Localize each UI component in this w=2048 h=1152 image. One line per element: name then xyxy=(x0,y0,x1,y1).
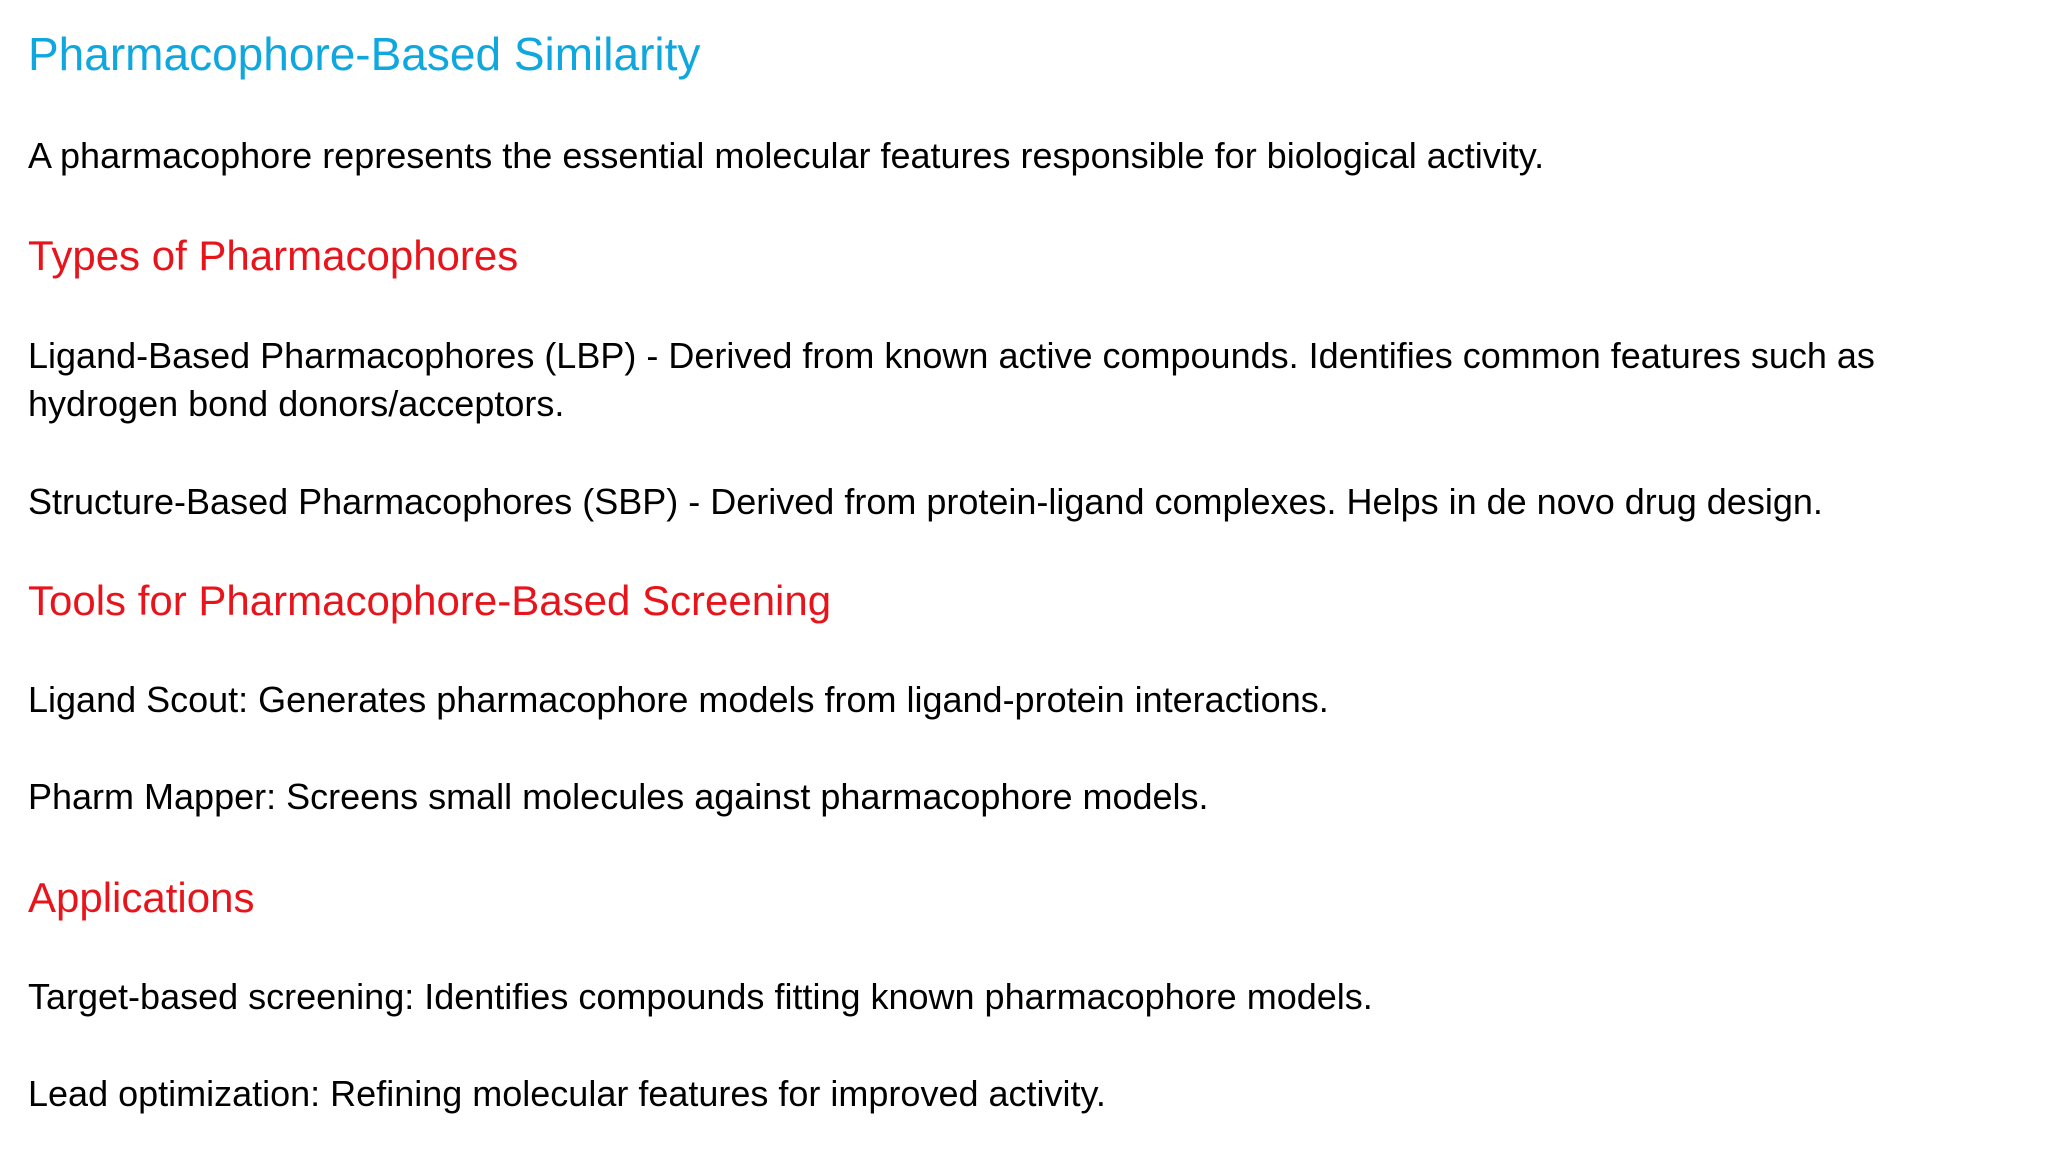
page-title: Pharmacophore-Based Similarity xyxy=(28,28,701,80)
paragraph-lbp: Ligand-Based Pharmacophores (LBP) - Derived from known active compounds. Identifies common features such as hydrogen bond donors/acceptors. xyxy=(28,335,1875,424)
intro-text: A pharmacophore represents the essential molecular features responsible for biological activity. xyxy=(28,135,1545,176)
paragraph-sbp: Structure-Based Pharmacophores (SBP) - Derived from protein-ligand complexes. Helps in de novo drug design. xyxy=(28,481,1823,522)
section-heading-types: Types of Pharmacophores xyxy=(28,232,519,279)
section-heading-tools: Tools for Pharmacophore-Based Screening xyxy=(28,577,832,624)
paragraph-target-screening: Target-based screening: Identifies compounds fitting known pharmacophore models. xyxy=(28,976,1373,1017)
paragraph-lead-optimization: Lead optimization: Refining molecular features for improved activity. xyxy=(28,1073,1106,1114)
paragraph-pharm-mapper: Pharm Mapper: Screens small molecules against pharmacophore models. xyxy=(28,776,1209,817)
paragraph-ligand-scout: Ligand Scout: Generates pharmacophore models from ligand-protein interactions. xyxy=(28,679,1329,720)
section-heading-applications: Applications xyxy=(28,874,255,921)
